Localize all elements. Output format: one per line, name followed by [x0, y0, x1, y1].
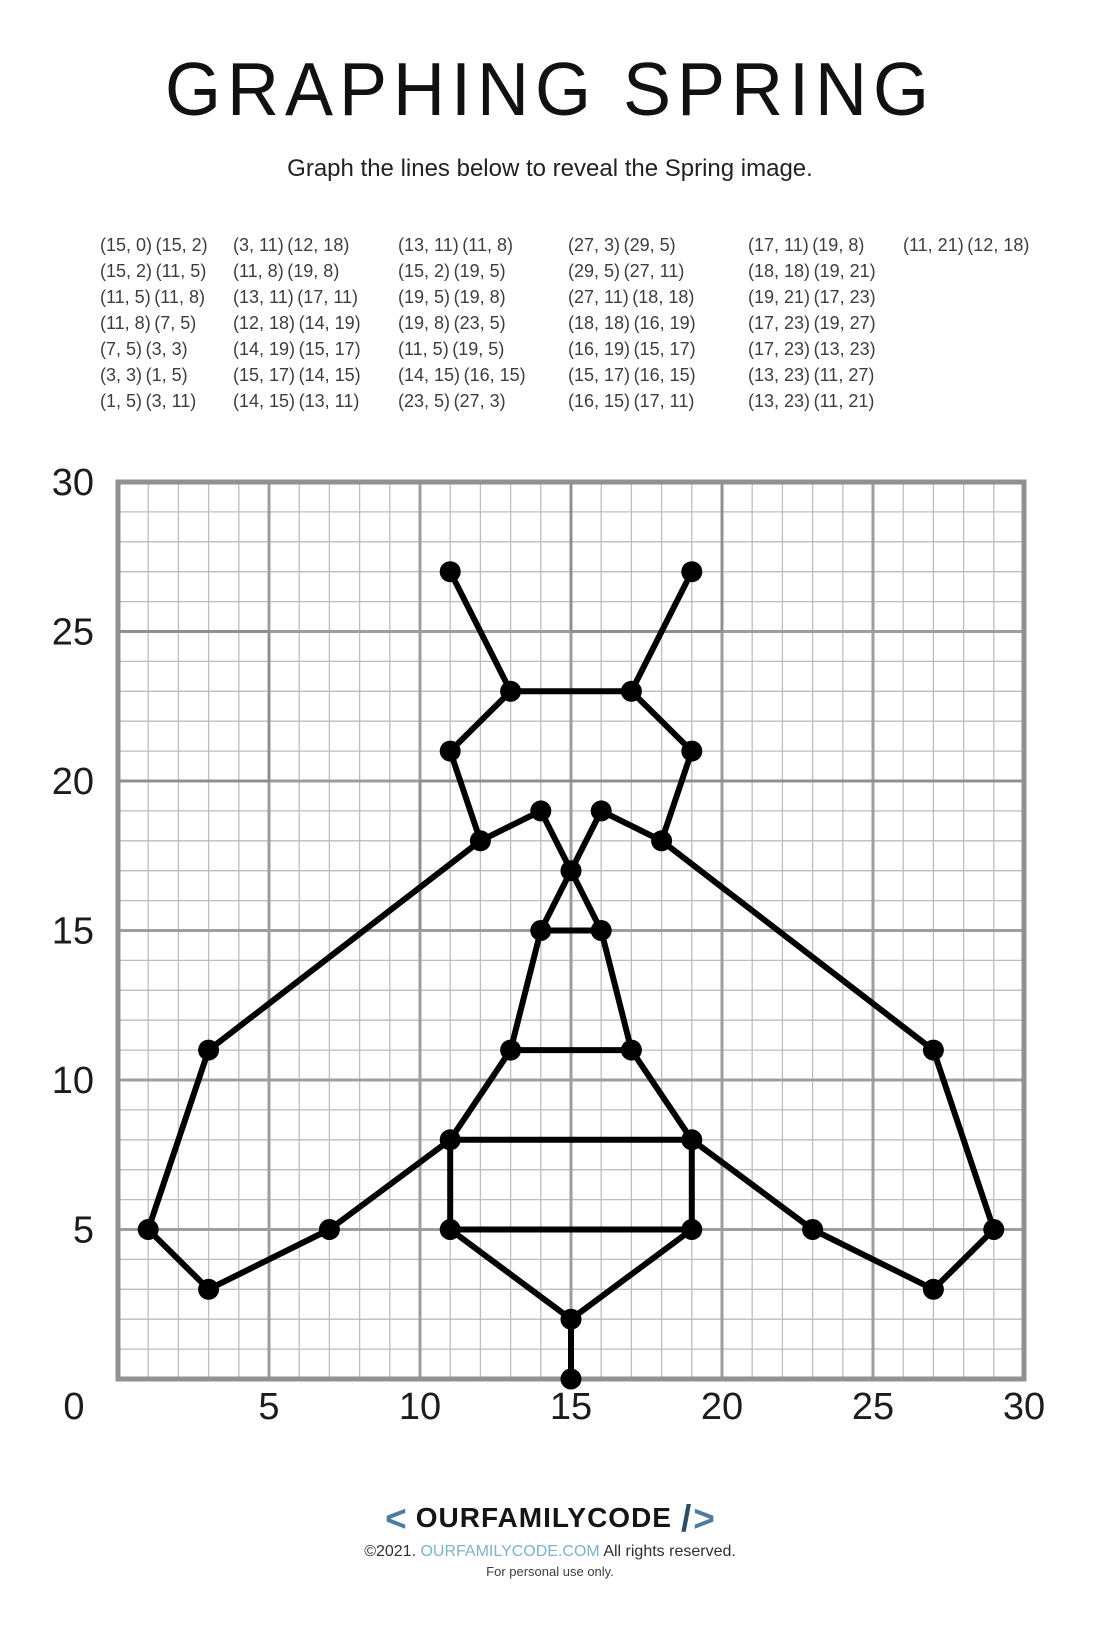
slash-icon: /: [680, 1497, 692, 1539]
svg-text:20: 20: [700, 1386, 744, 1428]
svg-text:10: 10: [51, 1060, 94, 1102]
coordinate-column: [568, 232, 696, 414]
svg-text:0: 0: [63, 1386, 85, 1428]
coordinate-pair: (11, 21) (12, 18): [903, 235, 1030, 255]
coordinate-pair: (29, 5) (27, 11): [568, 261, 685, 281]
coordinate-pair: (13, 23) (11, 27): [748, 365, 875, 385]
coordinate-pair: (11, 5) (19, 5): [398, 339, 505, 359]
copyright-prefix: ©2021.: [364, 1543, 417, 1560]
page-title: GRAPHING SPRING: [164, 47, 936, 132]
brand-name: OURFAMILYCODE: [415, 1502, 672, 1533]
svg-text:30: 30: [1002, 1386, 1046, 1428]
svg-text:10: 10: [398, 1386, 442, 1428]
coordinate-pair: (16, 15) (17, 11): [568, 391, 695, 411]
coordinate-pair: (19, 21) (17, 23): [748, 287, 876, 307]
coordinate-column: [398, 232, 526, 414]
coordinate-pair: (1, 5) (3, 11): [100, 391, 197, 411]
coordinate-pair: (27, 3) (29, 5): [568, 235, 676, 255]
svg-text:20: 20: [51, 761, 94, 803]
coordinate-pair: (12, 18) (14, 19): [233, 313, 361, 333]
coordinate-pair: (11, 8) (19, 8): [233, 261, 340, 281]
coordinate-pair: (17, 11) (19, 8): [748, 235, 865, 255]
right-angle-bracket-icon: >: [693, 1497, 715, 1539]
coordinate-pair: (15, 2) (11, 5): [100, 261, 207, 281]
svg-text:25: 25: [851, 1386, 895, 1428]
copyright-suffix: All rights reserved.: [603, 1543, 736, 1560]
coordinate-pair: (16, 19) (15, 17): [568, 339, 696, 359]
coordinate-pair: (19, 5) (19, 8): [398, 287, 506, 307]
brand-logo: [0, 1497, 1100, 1539]
coordinate-pair: (18, 18) (19, 21): [748, 261, 876, 281]
personal-use-note: For personal use only.: [486, 1564, 614, 1579]
svg-text:25: 25: [51, 611, 94, 654]
coordinate-pair: (13, 23) (11, 21): [748, 391, 875, 411]
coordinate-pair: (15, 17) (16, 15): [568, 365, 696, 385]
coordinate-pair: (15, 2) (19, 5): [398, 261, 506, 281]
website-link[interactable]: OURFAMILYCODE.COM: [420, 1543, 600, 1560]
copyright-line: [0, 1543, 1100, 1561]
coordinate-pair: (18, 18) (16, 19): [568, 313, 696, 333]
svg-text:15: 15: [51, 910, 94, 953]
coordinate-column: [748, 232, 876, 414]
coordinate-pair: (14, 15) (16, 15): [398, 365, 526, 385]
svg-text:5: 5: [258, 1386, 280, 1428]
coordinate-pairs-list: [0, 232, 1100, 412]
coordinate-pair: (14, 15) (13, 11): [233, 391, 360, 411]
coordinate-pair: (27, 11) (18, 18): [568, 287, 695, 307]
coordinate-pair: (15, 0) (15, 2): [100, 235, 208, 255]
svg-text:15: 15: [549, 1386, 593, 1428]
coordinate-pair: (13, 11) (11, 8): [398, 235, 513, 255]
coordinate-pair: (3, 3) (1, 5): [100, 365, 188, 385]
coordinate-pair: (11, 5) (11, 8): [100, 287, 205, 307]
coordinate-column: [903, 232, 1029, 258]
coordinate-pair: (11, 8) (7, 5): [100, 313, 197, 333]
coordinate-column: [100, 232, 208, 414]
footer: [0, 1497, 1100, 1579]
left-angle-bracket-icon: <: [385, 1497, 407, 1539]
coordinate-pair: (7, 5) (3, 3): [100, 339, 188, 359]
coordinate-pair: (13, 11) (17, 11): [233, 287, 358, 307]
coordinate-grid-chart: [0, 425, 1100, 1440]
instructions-text: Graph the lines below to reveal the Spring image.: [287, 155, 813, 182]
coordinate-pair: (19, 8) (23, 5): [398, 313, 506, 333]
svg-text:5: 5: [72, 1209, 94, 1252]
coordinate-pair: (14, 19) (15, 17): [233, 339, 361, 359]
coordinate-pair: (3, 11) (12, 18): [233, 235, 350, 255]
coordinate-pair: (23, 5) (27, 3): [398, 391, 506, 411]
coordinate-pair: (15, 17) (14, 15): [233, 365, 361, 385]
coordinate-pair: (17, 23) (13, 23): [748, 339, 876, 359]
coordinate-column: [233, 232, 361, 414]
coordinate-pair: (17, 23) (19, 27): [748, 313, 876, 333]
svg-text:30: 30: [51, 462, 94, 504]
